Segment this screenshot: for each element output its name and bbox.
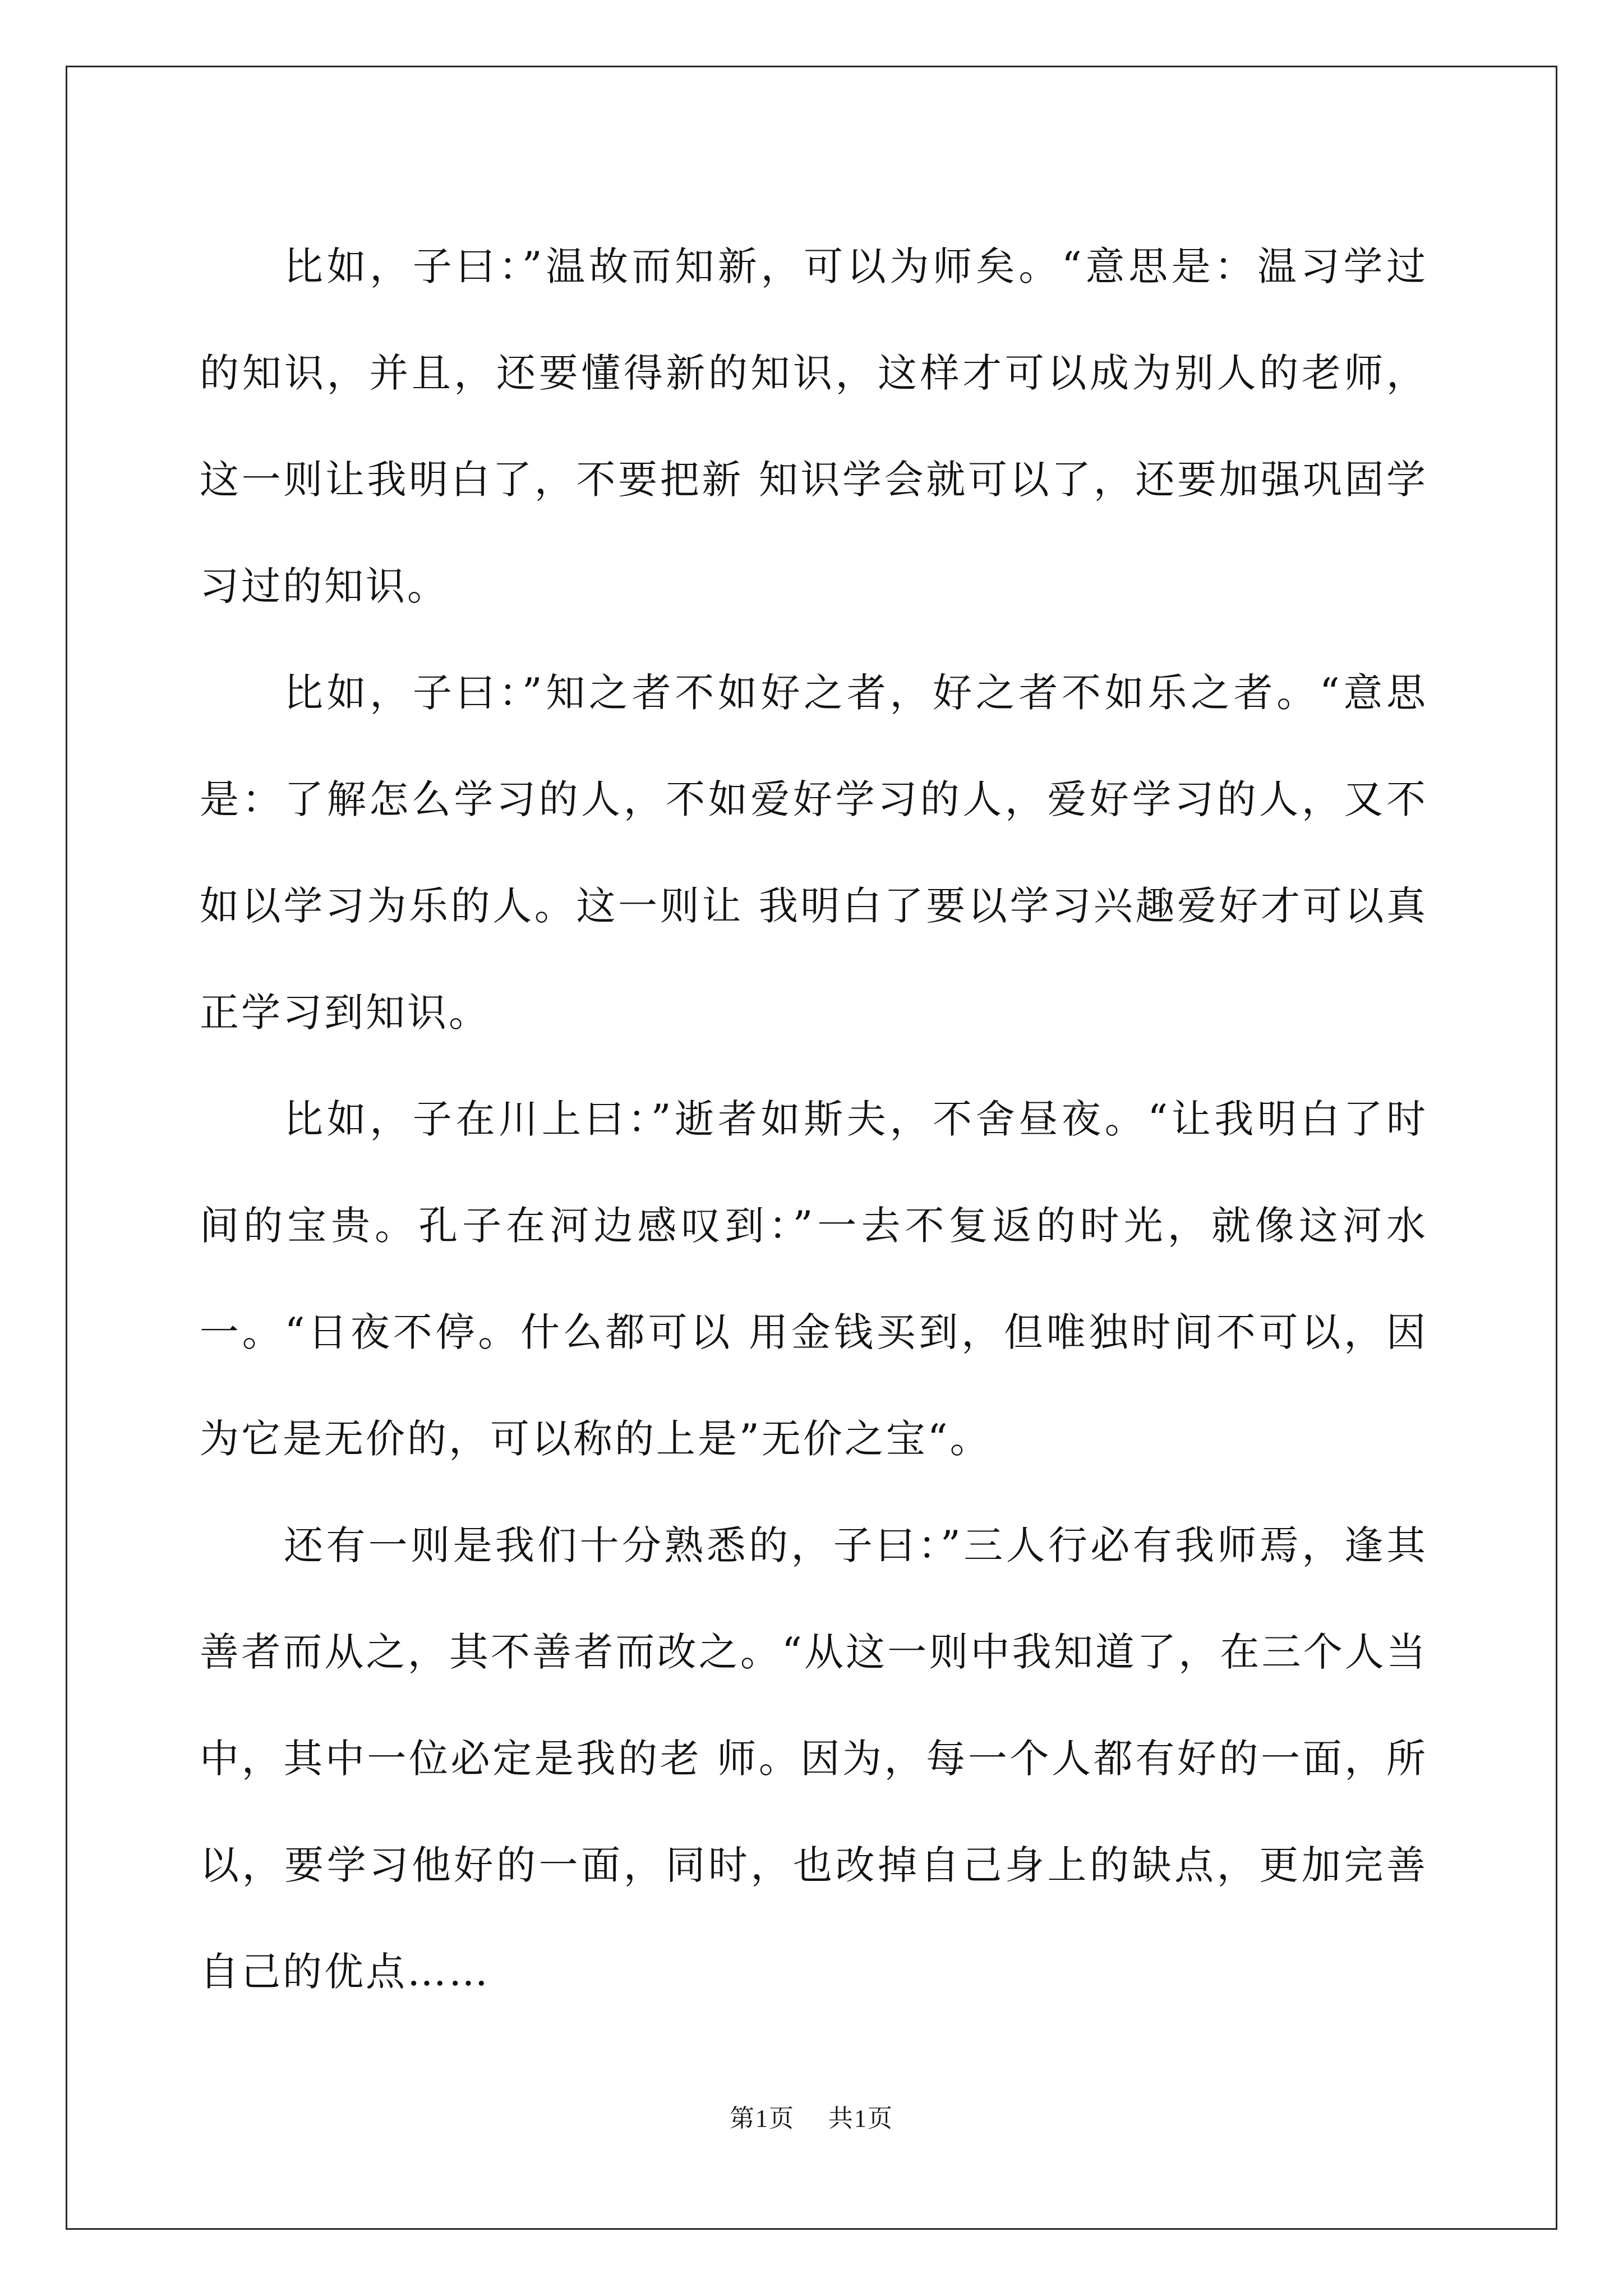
document-body xyxy=(200,213,1428,2025)
paragraph-1: 比如，子曰：”温故而知新，可以为师矣。“意思是：温习学过的知识，并且，还要懂得新的知识，这样才可以成为别人的老师，这一则让我明白了，不要把新 知识学会就可以了，还要加强巩固学习过的知识。 xyxy=(200,243,1428,609)
page-footer xyxy=(0,2098,1623,2134)
paragraph-4: 还有一则是我们十分熟悉的，子曰：”三人行必有我师焉，逢其善者而从之，其不善者而改之。“从这一则中我知道了，在三个人当中，其中一位必定是我的老 师。因为，每一个人都有好的一面，所以，要学习他好的一面，同时，也改掉自己身上的缺点，更加完善自己的优点…… xyxy=(200,1522,1428,1995)
page-number-current: 第1页 xyxy=(730,2105,795,2132)
paragraph-3: 比如，子在川上曰：”逝者如斯夫，不舍昼夜。“让我明白了时间的宝贵。孔子在河边感叹到：”一去不复返的时光，就像这河水一。“日夜不停。什么都可以 用金钱买到，但唯独时间不可以，因为它是无价的，可以称的上是”无价之宝“。 xyxy=(200,1096,1428,1462)
paragraph-2: 比如，子曰：”知之者不如好之者，好之者不如乐之者。“意思是：了解怎么学习的人，不如爱好学习的人，爱好学习的人，又不如以学习为乐的人。这一则让 我明白了要以学习兴趣爱好才可以真正学习到知识。 xyxy=(200,670,1428,1036)
page-number-total: 共1页 xyxy=(828,2105,893,2132)
